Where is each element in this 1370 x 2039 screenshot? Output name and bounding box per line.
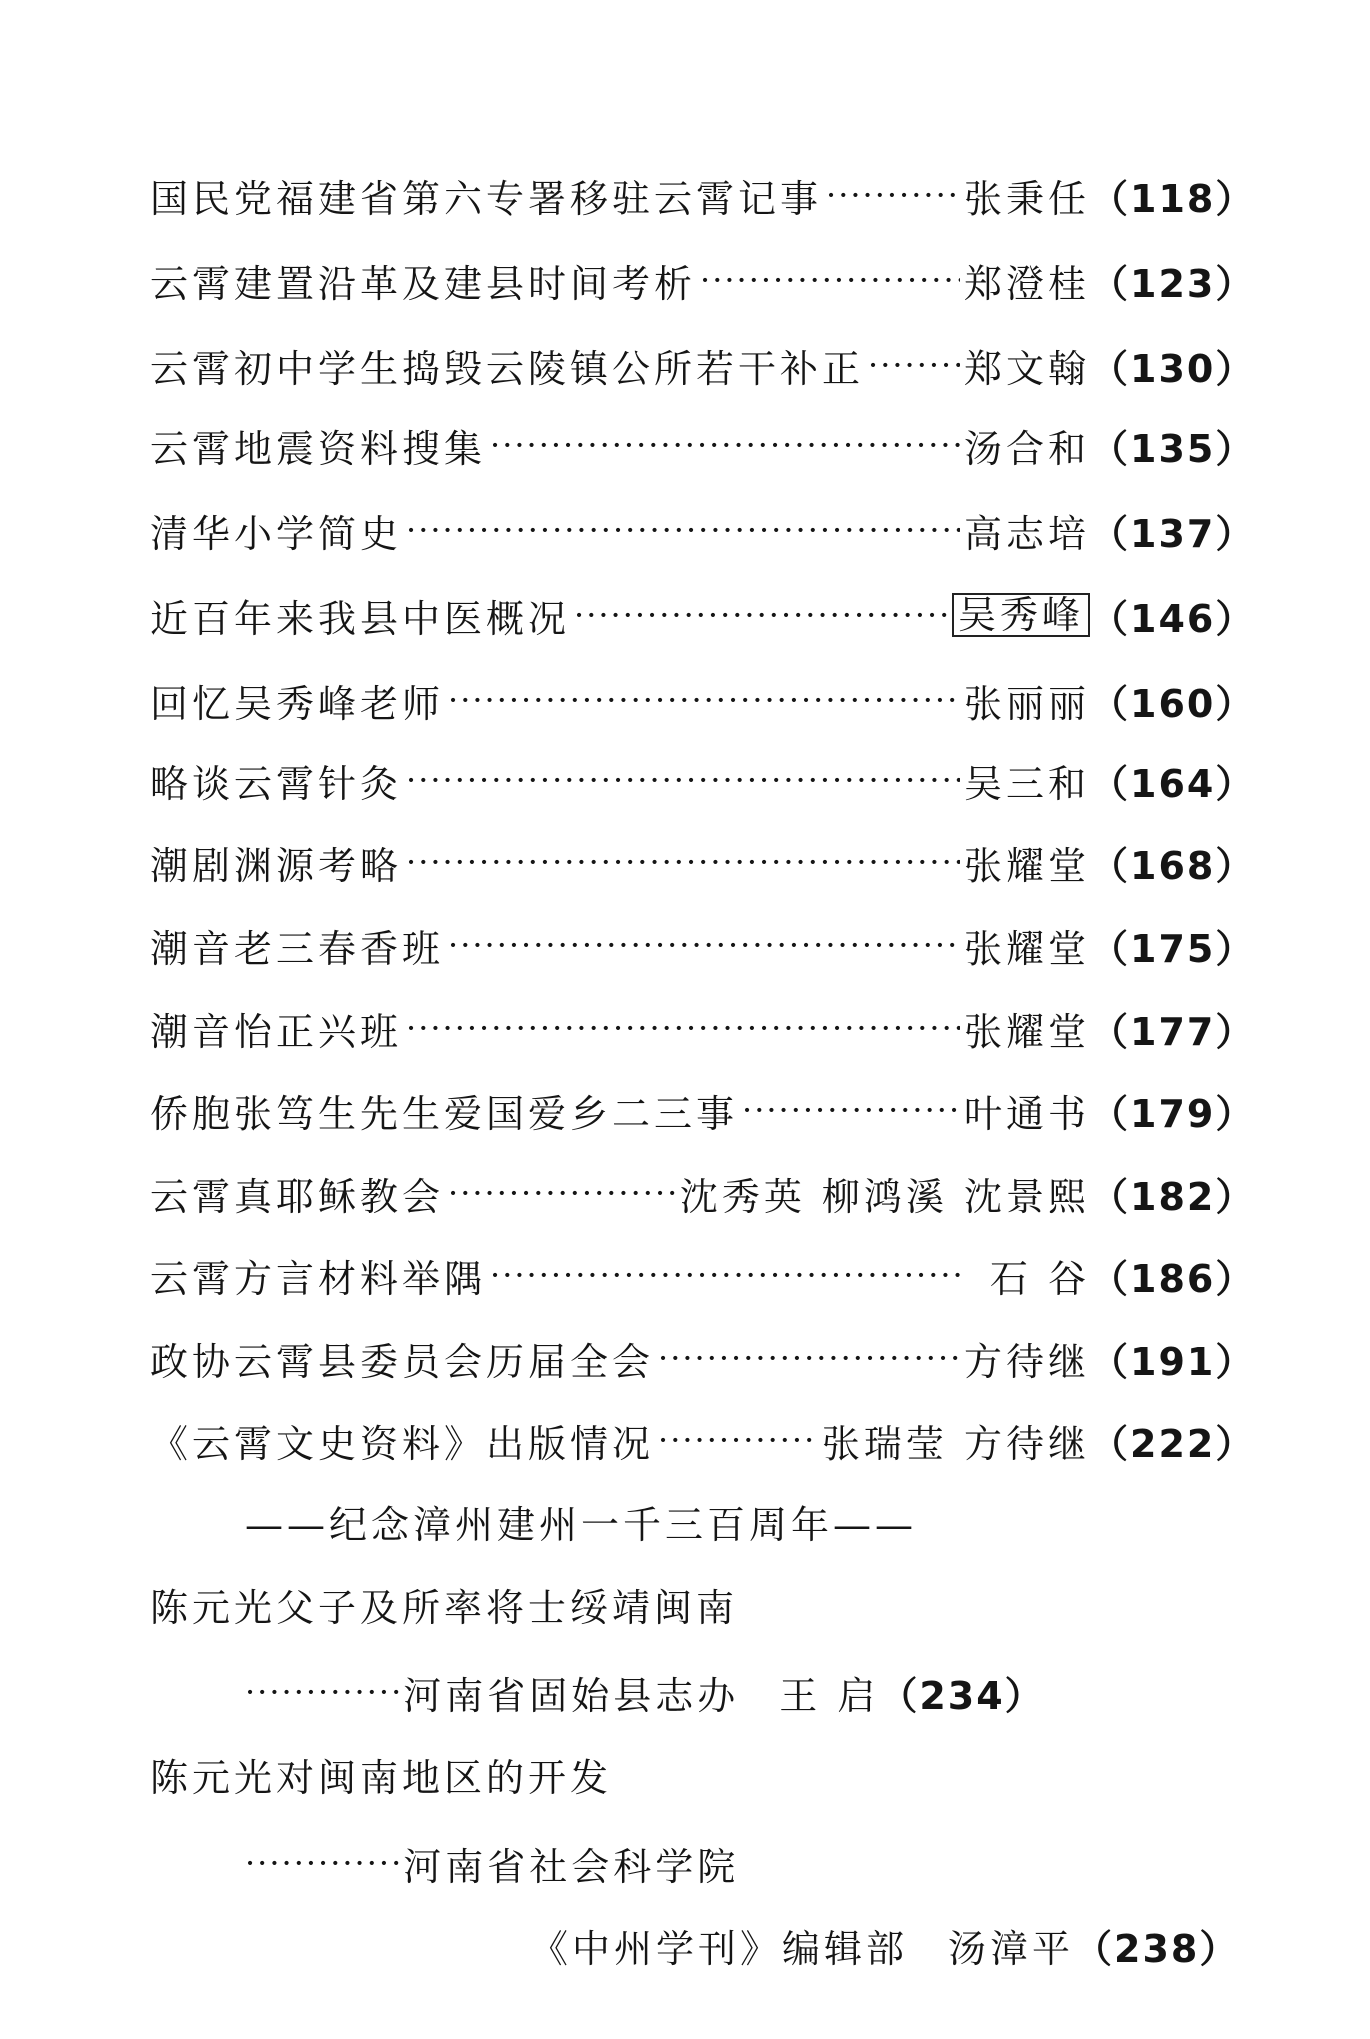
entry-page: （168）	[1090, 843, 1256, 888]
entry-page: （146）	[1090, 596, 1256, 641]
entry-title: 《云霄文史资料》出版情况	[150, 1421, 655, 1466]
entry-author: 张耀堂	[963, 843, 1090, 888]
entry-org: 《中州学刊》编辑部	[530, 1926, 909, 1971]
dot-leader	[658, 1420, 818, 1460]
entry-title: 潮音怡正兴班	[150, 1009, 403, 1054]
entry-author: 张瑞莹 方待继	[821, 1421, 1090, 1466]
entry-page: （130）	[1090, 346, 1256, 391]
entry-author: 石 谷	[989, 1256, 1090, 1301]
dot-leader: ·············	[245, 1673, 404, 1711]
toc-entry	[150, 998, 1256, 1058]
toc-entry	[150, 750, 1256, 810]
entry-page: （160）	[1090, 681, 1256, 726]
dot-leader	[658, 1338, 960, 1378]
dot-leader	[868, 345, 960, 385]
entry-page: （177）	[1090, 1009, 1256, 1054]
entry-page: （123）	[1090, 261, 1256, 306]
toc-entry	[150, 1328, 1256, 1388]
dot-leader	[406, 760, 960, 800]
dot-leader	[490, 1255, 966, 1295]
entry-author-boxed: 吴秀峰	[952, 593, 1090, 637]
toc-entry	[150, 1080, 1256, 1140]
entry-author: 汤漳平	[948, 1926, 1075, 1971]
entry-author: 张耀堂	[963, 1009, 1090, 1054]
entry-title: 近百年来我县中医概况	[150, 596, 571, 641]
entry-page: （175）	[1090, 926, 1256, 971]
toc-entry	[150, 415, 1256, 475]
entry-page: （238）	[1074, 1926, 1240, 1971]
entry-title: 云霄建置沿革及建县时间考析	[150, 261, 697, 306]
toc-entry	[150, 1410, 1256, 1470]
entry-title: 云霄初中学生捣毁云陵镇公所若干补正	[150, 346, 865, 391]
dot-leader	[490, 425, 960, 465]
entry-page: （164）	[1090, 761, 1256, 806]
entry-page: （186）	[1090, 1256, 1256, 1301]
entry-author: 汤合和	[963, 426, 1090, 471]
entry-author: 方待继	[963, 1339, 1090, 1384]
entry-title: 政协云霄县委员会历届全会	[150, 1339, 655, 1384]
entry-org: 河南省社会科学院	[403, 1844, 740, 1889]
dot-leader	[826, 175, 960, 215]
entry-title: 侨胞张笃生先生爱国爱乡二三事	[150, 1091, 739, 1136]
dot-leader	[406, 510, 960, 550]
entry-title: 云霄方言材料举隅	[150, 1256, 487, 1301]
toc-entry	[150, 832, 1256, 892]
entry-author: 沈秀英 柳鸿溪 沈景熙	[679, 1174, 1090, 1219]
entry-page: （137）	[1090, 511, 1256, 556]
entry-title: 略谈云霄针灸	[150, 761, 403, 806]
toc-entry	[150, 1245, 1256, 1305]
entry-title: 国民党福建省第六专署移驻云霄记事	[150, 176, 823, 221]
entry-org: 河南省固始县志办	[403, 1673, 740, 1718]
toc-entry	[150, 165, 1256, 225]
toc-entry	[150, 500, 1256, 560]
entry-page: （179）	[1090, 1091, 1256, 1136]
dot-leader	[406, 842, 960, 882]
entry-page: （182）	[1090, 1174, 1256, 1219]
entry-author: 张丽丽	[963, 681, 1090, 726]
dot-leader	[448, 925, 960, 965]
entry-title: 云霄真耶稣教会	[150, 1174, 445, 1219]
entry-author: 郑文翰	[963, 346, 1090, 391]
entry-author: 郑澄桂	[963, 261, 1090, 306]
toc-entry	[150, 915, 1256, 975]
section-entry-detail	[245, 1833, 739, 1893]
entry-page: （234）	[879, 1673, 1045, 1718]
entry-author: 王 启	[779, 1673, 880, 1718]
entry-author: 高志培	[963, 511, 1090, 556]
entry-page: （191）	[1090, 1339, 1256, 1384]
toc-entry	[150, 250, 1256, 310]
section-entry-title: 陈元光对闽南地区的开发	[150, 1756, 613, 1800]
section-entry-title: 陈元光父子及所率将士绥靖闽南	[150, 1586, 739, 1630]
entry-title: 云霄地震资料搜集	[150, 426, 487, 471]
entry-author: 叶通书	[963, 1091, 1090, 1136]
entry-title: 回忆吴秀峰老师	[150, 681, 445, 726]
entry-page: （222）	[1090, 1421, 1256, 1466]
toc-entry	[150, 670, 1256, 730]
entry-author: 吴三和	[963, 761, 1090, 806]
entry-title: 潮音老三春香班	[150, 926, 445, 971]
dot-leader: ·············	[245, 1844, 404, 1882]
dot-leader	[742, 1090, 960, 1130]
section-entry-detail	[530, 1915, 1240, 1975]
toc-entry	[150, 1163, 1256, 1223]
entry-title: 潮剧渊源考略	[150, 843, 403, 888]
entry-author: 张耀堂	[963, 926, 1090, 971]
entry-page: （135）	[1090, 426, 1256, 471]
entry-author: 张秉任	[963, 176, 1090, 221]
toc-entry	[150, 585, 1256, 645]
dot-leader	[574, 595, 948, 635]
toc-entry	[150, 335, 1256, 395]
section-entry-detail	[245, 1662, 1045, 1722]
dot-leader	[448, 1173, 676, 1213]
entry-page: （118）	[1090, 176, 1256, 221]
entry-title: 清华小学简史	[150, 511, 403, 556]
dot-leader	[700, 260, 960, 300]
dot-leader	[448, 680, 960, 720]
dot-leader	[406, 1008, 960, 1048]
section-heading: ——纪念漳州建州一千三百周年——	[245, 1503, 918, 1547]
